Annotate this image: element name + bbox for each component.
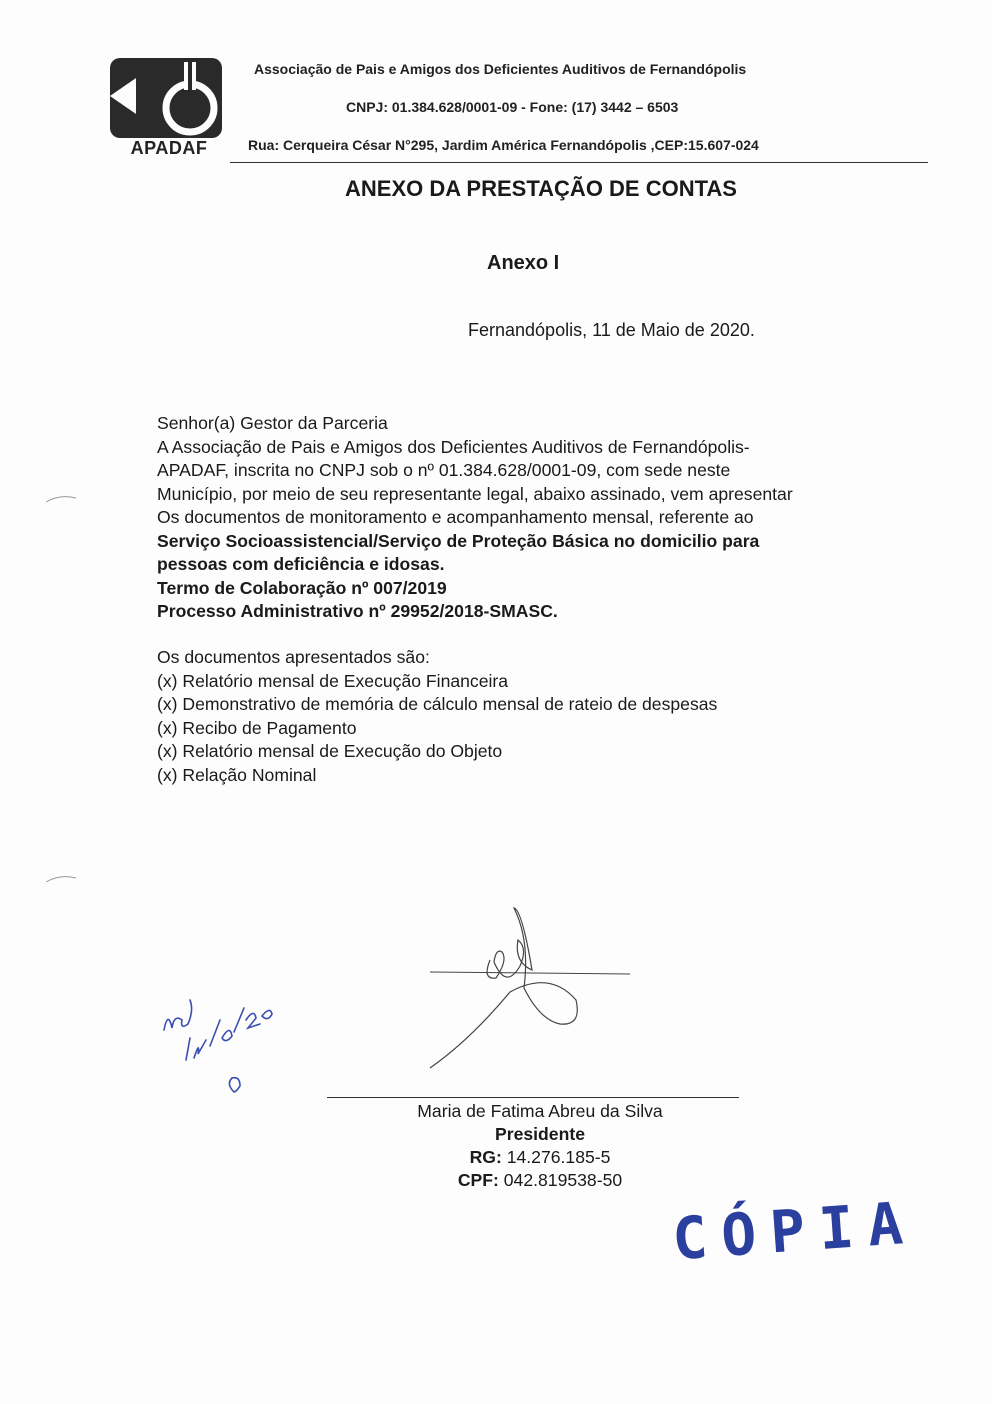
letter-body — [157, 412, 897, 624]
signatory-role: Presidente — [495, 1124, 585, 1144]
svg-text:CÓPIA: CÓPIA — [670, 1188, 919, 1274]
signature — [410, 900, 640, 1080]
list-item: (x) Relação Nominal — [157, 764, 317, 785]
list-item: (x) Demonstrativo de memória de cálculo mensal de rateio de despesas — [157, 694, 718, 714]
rg-label: RG: — [469, 1147, 502, 1167]
margin-mark — [44, 874, 78, 884]
annex-heading: Anexo I — [487, 252, 560, 274]
organization-contact: CNPJ: 01.384.628/0001-09 - Fone: (17) 3442 – 6503 — [346, 99, 679, 115]
body-line: Senhor(a) Gestor da Parceria — [157, 413, 388, 433]
document-title: ANEXO DA PRESTAÇÃO DE CONTAS — [345, 176, 737, 201]
copy-stamp — [668, 1178, 919, 1274]
cpf-label: CPF: — [457, 1170, 499, 1190]
organization-name: Associação de Pais e Amigos dos Deficientes Auditivos de Fernandópolis — [254, 61, 747, 77]
logo-label: APADAF — [130, 138, 208, 158]
signatory-name: Maria de Fatima Abreu da Silva — [417, 1101, 663, 1121]
process-line: Processo Administrativo nº 29952/2018-SMASC. — [157, 601, 558, 621]
signature-line — [327, 1097, 739, 1098]
handwritten-note — [150, 980, 290, 1110]
body-line: APADAF, inscrita no CNPJ sob o nº 01.384.628/0001-09, com sede neste — [157, 460, 731, 480]
list-item: (x) Relatório mensal de Execução Financeira — [157, 670, 509, 691]
svg-text:A: A — [141, 96, 163, 111]
rg-value: 14.276.185-5 — [506, 1147, 611, 1167]
signatory-rg — [330, 1146, 750, 1169]
cpf-value: 042.819538-50 — [503, 1170, 623, 1190]
list-item: (x) Recibo de Pagamento — [157, 717, 357, 738]
header-divider — [230, 162, 928, 163]
documents-intro: Os documentos apresentados são: — [157, 647, 430, 667]
body-line: Município, por meio de seu representante legal, abaixo assinado, vem apresentar — [157, 483, 793, 504]
body-line: Os documentos de monitoramento e acompanhamento mensal, referente ao — [157, 507, 754, 527]
margin-mark — [44, 494, 78, 504]
body-line: A Associação de Pais e Amigos dos Deficientes Auditivos de Fernandópolis- — [157, 436, 750, 457]
service-line: pessoas com deficiência e idosas. — [157, 554, 445, 574]
term-line: Termo de Colaboração nº 007/2019 — [157, 577, 447, 598]
organization-address: Rua: Cerqueira César N°295, Jardim América Fernandópolis ,CEP:15.607-024 — [248, 137, 759, 153]
date-line: Fernandópolis, 11 de Maio de 2020. — [468, 320, 755, 340]
documents-list — [157, 646, 897, 787]
service-line: Serviço Socioassistencial/Serviço de Proteção Básica no domicilio para — [157, 530, 760, 551]
list-item: (x) Relatório mensal de Execução do Objeto — [157, 741, 503, 761]
